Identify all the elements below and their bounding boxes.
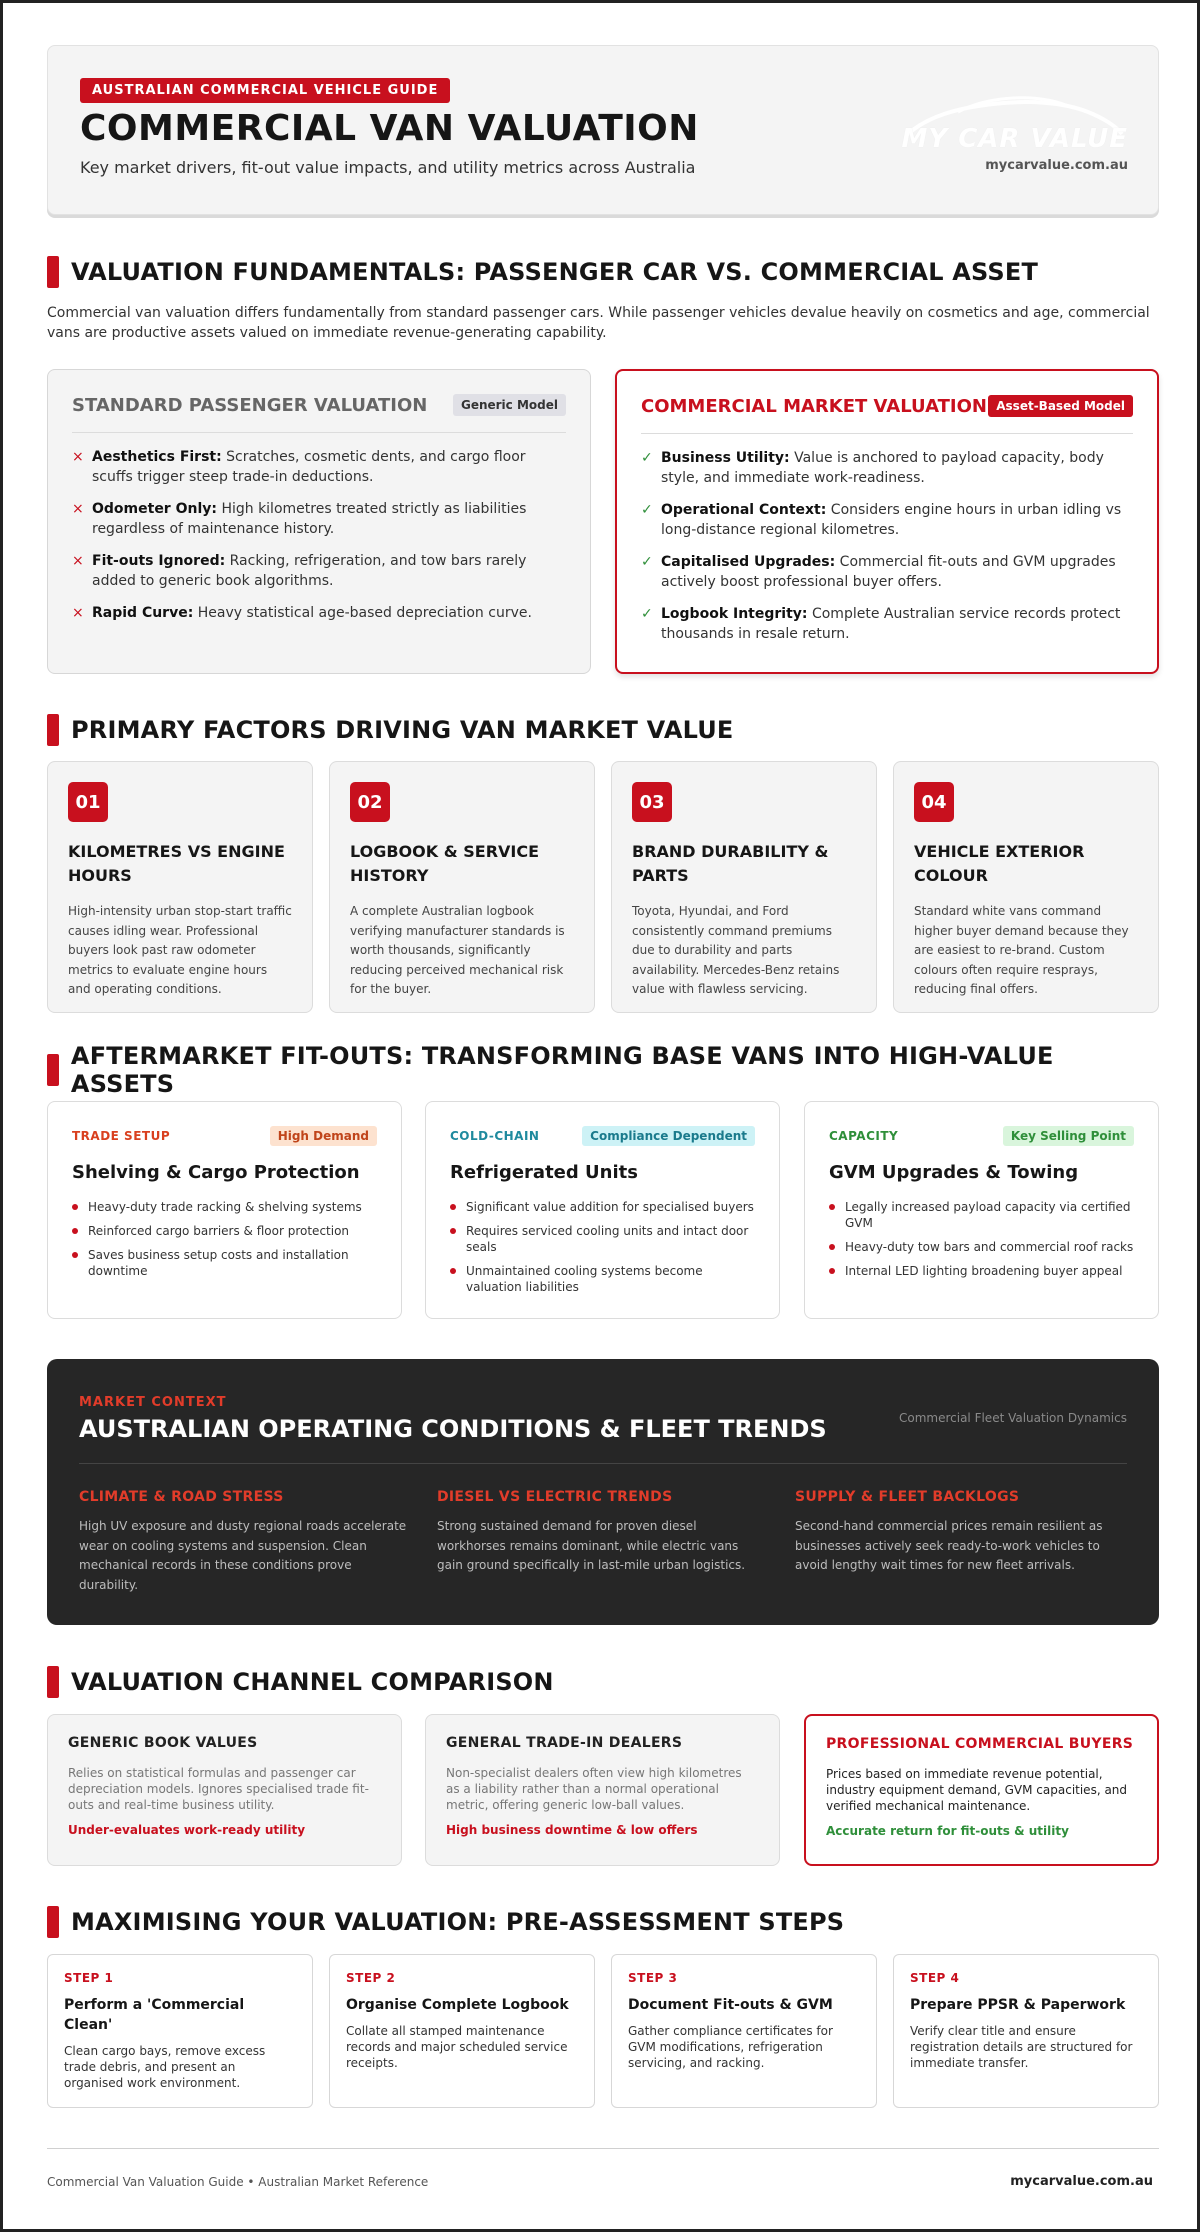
step-number: STEP 1 — [64, 1971, 114, 1985]
fitout-bullet-text: Heavy-duty tow bars and commercial roof racks — [845, 1240, 1134, 1254]
point-text — [661, 500, 1133, 540]
valuation-point — [641, 552, 1133, 592]
step-text: Collate all stamped maintenance records and major scheduled service receipts. — [346, 2024, 568, 2070]
point-label: Fit-outs Ignored: — [92, 553, 226, 569]
point-text — [92, 603, 532, 623]
channel-verdict: Accurate return for fit-outs & utility — [826, 1824, 1069, 1838]
check-icon: ✓ — [641, 450, 653, 466]
section-heading: VALUATION FUNDAMENTALS: PASSENGER CAR VS. COMMERCIAL ASSET — [71, 258, 1039, 286]
step-number: STEP 2 — [346, 1971, 396, 1985]
factor-card — [329, 761, 595, 1013]
section-accent-bar — [47, 1054, 59, 1086]
market-column-title: CLIMATE & ROAD STRESS — [79, 1489, 284, 1505]
footer-domain: mycarvalue.com.au — [1010, 2174, 1153, 2189]
footer-divider — [47, 2148, 1159, 2149]
channel-text: Prices based on immediate revenue potential, industry equipment demand, GVM capacities, and verified mechanical maintenance. — [826, 1767, 1128, 1813]
bullet-dot-icon — [829, 1204, 835, 1210]
step-card — [893, 1954, 1159, 2108]
fundamentals-intro: Commercial van valuation differs fundamentally from standard passenger cars. While passenger vehicles devalue heavily on cosmetics and age, commercial vans are productive assets valued on immediate revenue-generating capability. — [47, 305, 1150, 341]
bullet-dot-icon — [72, 1204, 78, 1210]
channel-text: Relies on statistical formulas and passenger car depreciation models. Ignores specialised trade fit-outs and real-time business utility. — [68, 1766, 369, 1812]
fitout-header — [72, 1126, 377, 1146]
valuation-point — [72, 603, 566, 623]
step-title: Document Fit-outs & GVM — [628, 1997, 833, 2013]
market-kicker: MARKET CONTEXT — [79, 1395, 227, 1410]
fitout-bullet-text: Heavy-duty trade racking & shelving systems — [88, 1200, 362, 1214]
point-body: Value is anchored to payload capacity, body style, and immediate work-readiness. — [661, 450, 1104, 486]
valuation-point — [641, 500, 1133, 540]
market-column — [437, 1489, 767, 1576]
market-title: AUSTRALIAN OPERATING CONDITIONS & FLEET TRENDS — [79, 1415, 827, 1443]
fitout-bullets — [450, 1199, 755, 1295]
page-subtitle: Key market drivers, fit-out value impacts, and utility metrics across Australia — [80, 158, 696, 177]
bullet-dot-icon — [72, 1228, 78, 1234]
market-column-title: SUPPLY & FLEET BACKLOGS — [795, 1489, 1020, 1505]
fitout-bullet-text: Unmaintained cooling systems become valuation liabilities — [466, 1264, 703, 1294]
market-column-text: Strong sustained demand for proven diesel workhorses remains dominant, while electric vans gain ground specifically in last-mile urban logistics. — [437, 1519, 746, 1572]
fitout-bullets — [72, 1199, 377, 1279]
divider — [79, 1463, 1127, 1464]
card-title: STANDARD PASSENGER VALUATION — [72, 394, 428, 416]
fitout-bullet-text: Significant value addition for specialised buyers — [466, 1200, 754, 1214]
bullet-dot-icon — [829, 1268, 835, 1274]
point-label: Aesthetics First: — [92, 449, 222, 465]
section-heading: VALUATION CHANNEL COMPARISON — [71, 1668, 554, 1696]
market-column-title: DIESEL VS ELECTRIC TRENDS — [437, 1489, 673, 1505]
hero-header — [47, 45, 1159, 215]
point-body: Heavy statistical age-based depreciation curve. — [197, 605, 532, 621]
step-card — [47, 1954, 313, 2108]
point-body: Commercial fit-outs and GVM upgrades actively boost professional buyer offers. — [661, 554, 1116, 590]
point-text — [661, 448, 1133, 488]
point-body: Scratches, cosmetic dents, and cargo floor scuffs trigger steep trade-in deductions. — [92, 449, 526, 485]
channel-card-highlight — [804, 1714, 1159, 1866]
section-heading: MAXIMISING YOUR VALUATION: PRE-ASSESSMENT STEPS — [71, 1908, 845, 1936]
factor-title: LOGBOOK & SERVICE HISTORY — [350, 842, 540, 885]
section-accent-bar — [47, 714, 59, 746]
model-badge: Generic Model — [453, 394, 566, 416]
point-body: Complete Australian service records protect thousands in resale return. — [661, 606, 1121, 642]
step-card — [329, 1954, 595, 2108]
factor-number: 04 — [914, 782, 954, 822]
bullet-dot-icon — [450, 1204, 456, 1210]
bullet-dot-icon — [72, 1252, 78, 1258]
section-accent-bar — [47, 1666, 59, 1698]
point-text — [92, 447, 566, 487]
valuation-point — [641, 448, 1133, 488]
fitout-demand-badge: Compliance Dependent — [582, 1126, 755, 1146]
steps-grid — [47, 1954, 1159, 2108]
commercial-list — [641, 448, 1133, 644]
step-text: Gather compliance certificates for GVM modifications, refrigeration servicing, and racking. — [628, 2024, 833, 2070]
section-title-channels — [47, 1665, 1159, 1699]
point-label: Odometer Only: — [92, 501, 217, 517]
section-heading: AFTERMARKET FIT-OUTS: TRANSFORMING BASE VANS INTO HIGH-VALUE ASSETS — [70, 1042, 1054, 1098]
factor-title: KILOMETRES VS ENGINE HOURS — [68, 842, 285, 885]
section-accent-bar — [47, 256, 59, 288]
point-text — [92, 499, 566, 539]
market-side-label: Commercial Fleet Valuation Dynamics — [898, 1411, 1127, 1425]
fitout-title: GVM Upgrades & Towing — [829, 1162, 1079, 1183]
section-title-steps — [47, 1905, 1159, 1939]
channel-verdict: Under-evaluates work-ready utility — [68, 1823, 306, 1837]
step-title: Organise Complete Logbook — [346, 1997, 569, 2013]
valuation-point — [72, 551, 566, 591]
commercial-valuation-card — [615, 369, 1159, 674]
model-badge: Asset-Based Model — [988, 395, 1133, 417]
valuation-point — [72, 447, 566, 487]
standard-valuation-card — [47, 369, 591, 674]
fitout-bullet-text: Legally increased payload capacity via certified GVM — [845, 1200, 1131, 1230]
step-number: STEP 4 — [910, 1971, 960, 1985]
channel-card — [425, 1714, 780, 1866]
market-column — [795, 1489, 1125, 1576]
fitout-demand-badge: Key Selling Point — [1003, 1126, 1134, 1146]
valuation-point — [641, 604, 1133, 644]
brand-logo-text: MY CAR VALUE — [901, 124, 1128, 154]
cross-icon: × — [72, 449, 84, 465]
fitout-demand-badge: High Demand — [270, 1126, 377, 1146]
channel-text: Non-specialist dealers often view high kilometres as a liability rather than a normal operational metric, offering generic low-ball values. — [446, 1766, 742, 1812]
fitout-card — [47, 1101, 402, 1319]
point-body: Considers engine hours in urban idling vs long-distance regional kilometres. — [661, 502, 1122, 538]
point-label: Business Utility: — [661, 450, 790, 466]
fitout-bullet — [829, 1239, 1134, 1255]
factor-text: High-intensity urban stop-start traffic causes idling wear. Professional buyers look past raw odometer metrics to evaluate engine hours and operating conditions. — [68, 904, 292, 996]
fitout-bullets — [829, 1199, 1134, 1279]
fitout-category: COLD-CHAIN — [450, 1129, 540, 1143]
point-label: Capitalised Upgrades: — [661, 554, 836, 570]
channel-title: GENERAL TRADE-IN DEALERS — [446, 1735, 683, 1751]
guide-tag: AUSTRALIAN COMMERCIAL VEHICLE GUIDE — [80, 78, 450, 103]
cross-icon: × — [72, 605, 84, 621]
step-title: Perform a 'Commercial Clean' — [64, 1997, 245, 2033]
point-text — [661, 604, 1133, 644]
factor-card — [893, 761, 1159, 1013]
factor-text: Standard white vans command higher buyer demand because they are easiest to re-brand. Custom colours often require resprays, reducing final offers. — [914, 904, 1129, 996]
card-title: COMMERCIAL MARKET VALUATION — [641, 395, 987, 417]
point-text — [661, 552, 1133, 592]
factor-title: VEHICLE EXTERIOR COLOUR — [914, 842, 1085, 885]
channels-grid — [47, 1714, 1159, 1866]
factor-number: 02 — [350, 782, 390, 822]
step-text: Verify clear title and ensure registration details are structured for immediate transfer. — [910, 2024, 1133, 2070]
channel-card — [47, 1714, 402, 1866]
point-label: Rapid Curve: — [92, 605, 194, 621]
fitout-bullet-text: Internal LED lighting broadening buyer appeal — [845, 1264, 1123, 1278]
fitout-bullet — [829, 1199, 1134, 1231]
fitouts-grid — [47, 1101, 1159, 1319]
point-label: Operational Context: — [661, 502, 827, 518]
step-card — [611, 1954, 877, 2108]
step-title: Prepare PPSR & Paperwork — [910, 1997, 1126, 2013]
standard-list — [72, 447, 566, 623]
fitout-category: TRADE SETUP — [72, 1129, 171, 1143]
factors-grid — [47, 761, 1159, 1013]
fitout-bullet — [72, 1199, 377, 1215]
brand-domain: mycarvalue.com.au — [985, 158, 1128, 173]
channel-verdict: High business downtime & low offers — [446, 1823, 698, 1837]
fitout-card — [425, 1101, 780, 1319]
point-text — [92, 551, 566, 591]
market-column-text: High UV exposure and dusty regional roads accelerate wear on cooling systems and suspension. Clean mechanical records in these conditions prove durability. — [79, 1519, 407, 1592]
fitout-bullet — [72, 1223, 377, 1239]
fitout-bullet — [450, 1223, 755, 1255]
fitout-bullet-text: Requires serviced cooling units and intact door seals — [466, 1224, 749, 1254]
valuation-point — [72, 499, 566, 539]
market-column — [79, 1489, 409, 1595]
fitout-bullet — [829, 1263, 1134, 1279]
cross-icon: × — [72, 553, 84, 569]
check-icon: ✓ — [641, 554, 653, 570]
check-icon: ✓ — [641, 502, 653, 518]
section-accent-bar — [47, 1906, 59, 1938]
factor-text: A complete Australian logbook verifying manufacturer standards is worth thousands, significantly reducing perceived mechanical risk for the buyer. — [350, 904, 565, 996]
factor-card — [611, 761, 877, 1013]
point-label: Logbook Integrity: — [661, 606, 808, 622]
valuation-comparison — [47, 369, 1159, 674]
fitout-bullet — [450, 1199, 755, 1215]
channel-title: PROFESSIONAL COMMERCIAL BUYERS — [826, 1736, 1134, 1752]
section-heading: PRIMARY FACTORS DRIVING VAN MARKET VALUE — [71, 716, 734, 744]
factor-number: 03 — [632, 782, 672, 822]
fitout-header — [450, 1126, 755, 1146]
market-column-text: Second-hand commercial prices remain resilient as businesses actively seek ready-to-work vehicles to avoid lengthy wait times for new fleet arrivals. — [795, 1519, 1103, 1572]
fitout-title: Refrigerated Units — [450, 1162, 638, 1183]
section-title-factors — [47, 713, 1159, 747]
fitout-bullet-text: Saves business setup costs and installation downtime — [88, 1248, 349, 1278]
bullet-dot-icon — [450, 1228, 456, 1234]
fitout-bullet — [450, 1263, 755, 1295]
fitout-card — [804, 1101, 1159, 1319]
fitout-bullet-text: Reinforced cargo barriers & floor protection — [88, 1224, 350, 1238]
factor-text: Toyota, Hyundai, and Ford consistently command premiums due to durability and parts availability. Mercedes-Benz retains value with flawless servicing. — [632, 904, 840, 996]
point-body: High kilometres treated strictly as liabilities regardless of maintenance history. — [92, 501, 527, 537]
bullet-dot-icon — [450, 1268, 456, 1274]
point-body: Racking, refrigeration, and tow bars rarely added to generic book algorithms. — [92, 553, 527, 589]
step-text: Clean cargo bays, remove excess trade debris, and present an organised work environment. — [64, 2044, 266, 2090]
bullet-dot-icon — [829, 1244, 835, 1250]
footer-caption: Commercial Van Valuation Guide • Australian Market Reference — [47, 2175, 429, 2189]
factor-title: BRAND DURABILITY & PARTS — [632, 842, 829, 885]
fitout-bullet — [72, 1247, 377, 1279]
cross-icon: × — [72, 501, 84, 517]
section-title-fundamentals — [47, 255, 1159, 289]
factor-card — [47, 761, 313, 1013]
market-context-panel — [47, 1359, 1159, 1625]
step-number: STEP 3 — [628, 1971, 678, 1985]
factor-number: 01 — [68, 782, 108, 822]
fitout-category: CAPACITY — [829, 1129, 899, 1143]
fitout-header — [829, 1126, 1134, 1146]
channel-title: GENERIC BOOK VALUES — [68, 1735, 258, 1751]
page-title: COMMERCIAL VAN VALUATION — [80, 108, 699, 149]
section-title-fitouts — [47, 1042, 1159, 1098]
fitout-title: Shelving & Cargo Protection — [72, 1162, 360, 1183]
check-icon: ✓ — [641, 606, 653, 622]
